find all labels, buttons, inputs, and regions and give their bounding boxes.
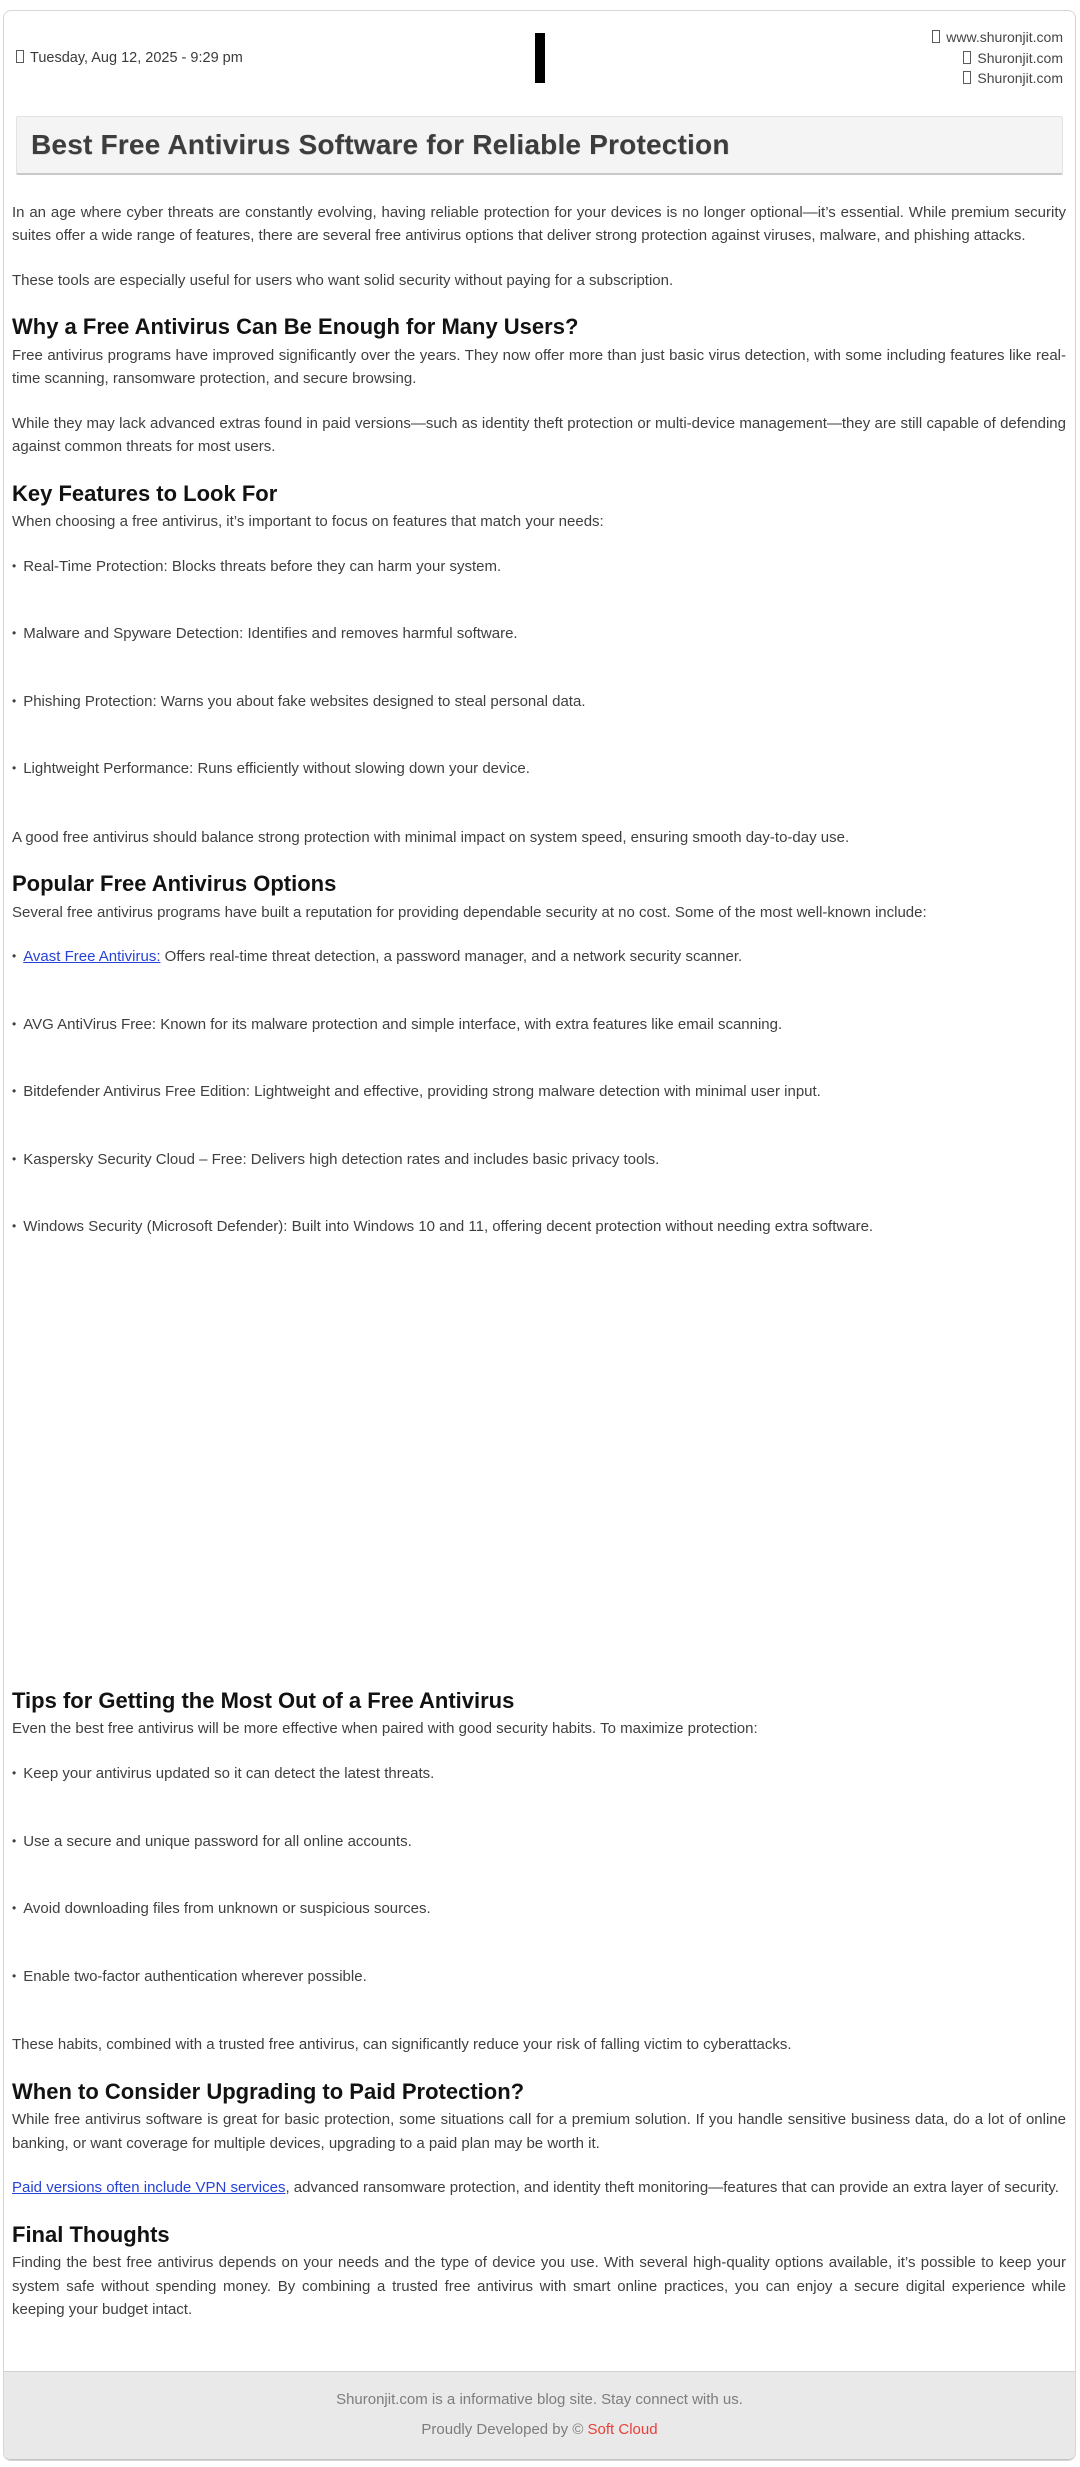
- list-item: [12, 758, 1066, 781]
- footer-credit: [14, 2419, 1065, 2440]
- paragraph-final: Finding the best free antivirus depends on your needs and the type of device you use. With several high-quality options available, it’s possible to keep your system safe without spending money. By combining a trusted free antivirus with smart online practices, you can enjoy a secure digital experience while keeping your budget intact.: [12, 2254, 1066, 2319]
- site-logo[interactable]: [535, 33, 545, 83]
- list-item-text: Use a secure and unique password for all online accounts.: [23, 1832, 412, 1850]
- popular-options-list: [12, 946, 1066, 1239]
- article-body: [4, 175, 1075, 2371]
- paragraph-tips-intro: Even the best free antivirus will be more effective when paired with good security habits. To maximize protection:: [12, 1720, 758, 1738]
- section-heading-tips: Tips for Getting the Most Out of a Free Antivirus: [12, 1687, 515, 1713]
- soft-cloud-link[interactable]: Soft Cloud: [587, 2420, 658, 2438]
- paragraph-upgrade-2: [12, 2176, 1066, 2200]
- list-item-text: Kaspersky Security Cloud – Free: Delivers high detection rates and includes basic privacy tools.: [23, 1150, 660, 1168]
- list-item: [12, 1014, 1066, 1037]
- site-footer: [4, 2371, 1075, 2460]
- list-item-text: Avoid downloading files from unknown or suspicious sources.: [23, 1900, 431, 1918]
- section-heading-why-free-antivirus: Why a Free Antivirus Can Be Enough for Many Users?: [12, 314, 579, 340]
- list-item-text: Enable two-factor authentication wherever possible.: [23, 1967, 367, 1985]
- section-heading-popular-options: Popular Free Antivirus Options: [12, 871, 337, 897]
- vpn-services-link[interactable]: Paid versions often include VPN services: [12, 2179, 286, 2197]
- list-item-text: Real-Time Protection: Blocks threats before they can harm your system.: [23, 557, 502, 575]
- section-heading-final-thoughts: Final Thoughts: [12, 2221, 170, 2247]
- list-item: [12, 1081, 1066, 1104]
- calendar-icon: [16, 50, 24, 63]
- email-contact-link[interactable]: [545, 48, 1064, 69]
- list-item-text: Bitdefender Antivirus Free Edition: Lightweight and effective, providing strong malware detection with minimal user input.: [23, 1083, 821, 1101]
- tips-list: [12, 1763, 1066, 1988]
- list-item: [12, 556, 1066, 579]
- paragraph-popular-intro: Several free antivirus programs have built a reputation for providing dependable security at no cost. Some of the most well-known include:: [12, 903, 927, 921]
- date-display: [16, 50, 535, 66]
- article-title-banner: [16, 116, 1063, 175]
- list-item: [12, 1763, 1066, 1786]
- list-item-text: Phishing Protection: Warns you about fake websites designed to steal personal data.: [23, 692, 586, 710]
- list-item-text: Windows Security (Microsoft Defender): Built into Windows 10 and 11, offering decent protection without needing extra software.: [23, 1218, 874, 1236]
- footer-tagline: Shuronjit.com is a informative blog site. Stay connect with us.: [336, 2390, 743, 2408]
- list-item: [12, 1149, 1066, 1172]
- site-header: [4, 11, 1075, 102]
- paragraph-key-features-outro: A good free antivirus should balance strong protection with minimal impact on system speed, ensuring smooth day-to-day use.: [12, 828, 850, 846]
- list-item-text: Malware and Spyware Detection: Identifies and removes harmful software.: [23, 625, 518, 643]
- avast-free-antivirus-link[interactable]: Avast Free Antivirus:: [23, 948, 161, 966]
- list-item: [12, 946, 1066, 969]
- paragraph-intro-1: In an age where cyber threats are constantly evolving, having reliable protection for your devices is no longer optional—it’s essential. While premium security suites offer a wide range of features, there are several free antivirus options that deliver strong protection against viruses, malware, and phishing attacks.: [12, 203, 1066, 245]
- paragraph-intro-2: These tools are especially useful for users who want solid security without paying for a subscription.: [12, 271, 674, 289]
- logo-bar-image: [535, 33, 545, 83]
- paragraph-upgrade-1: While free antivirus software is great for basic protection, some situations call for a premium solution. If you handle sensitive business data, do a lot of online banking, or want coverage for multiple devices, upgrading to a paid plan may be worth it.: [12, 2111, 1066, 2152]
- section-heading-key-features: Key Features to Look For: [12, 480, 278, 506]
- list-item: [12, 1831, 1066, 1854]
- phone-icon: [963, 71, 971, 84]
- mail-icon: [963, 51, 971, 64]
- list-item-text: Offers real-time threat detection, a password manager, and a network security scanner.: [160, 948, 743, 966]
- phone-contact-link[interactable]: [545, 68, 1064, 89]
- missing-image-placeholder: [12, 1284, 1066, 1669]
- key-features-list: [12, 556, 1066, 781]
- list-item: [12, 623, 1066, 646]
- email-contact-text: Shuronjit.com: [977, 49, 1063, 66]
- page-title: Best Free Antivirus Software for Reliable Protection: [31, 128, 730, 160]
- paragraph-why-2: While they may lack advanced extras found in paid versions—such as identity theft protection or multi-device management—they are still capable of defending against common threats for most users.: [12, 414, 1066, 456]
- paragraph-why-1: Free antivirus programs have improved significantly over the years. They now offer more than just basic virus detection, with some including features like real-time scanning, ransomware protection, and secure browsing.: [12, 346, 1066, 388]
- list-item-text: Lightweight Performance: Runs efficiently without slowing down your device.: [23, 760, 530, 778]
- footer-credit-text: Proudly Developed by ©: [421, 2420, 588, 2438]
- section-heading-upgrade: When to Consider Upgrading to Paid Protection?: [12, 2078, 525, 2104]
- list-item: [12, 1966, 1066, 1989]
- globe-icon: [932, 30, 940, 43]
- list-item-text: AVG AntiVirus Free: Known for its malware protection and simple interface, with extra features like email scanning.: [23, 1015, 783, 1033]
- website-url-link[interactable]: [545, 27, 1064, 48]
- phone-contact-text: Shuronjit.com: [977, 70, 1063, 86]
- website-url-text: www.shuronjit.com: [946, 29, 1063, 45]
- paragraph-tips-outro: These habits, combined with a trusted free antivirus, can significantly reduce your risk of falling victim to cyberattacks.: [12, 2036, 792, 2054]
- list-item-text: Keep your antivirus updated so it can detect the latest threats.: [23, 1765, 435, 1783]
- paragraph-upgrade-2-text: , advanced ransomware protection, and identity theft monitoring—features that can provide an extra layer of security.: [285, 2179, 1059, 2197]
- list-item: [12, 691, 1066, 714]
- list-item: [12, 1898, 1066, 1921]
- date-text: Tuesday, Aug 12, 2025 - 9:29 pm: [30, 49, 243, 66]
- article-card: [3, 10, 1076, 2461]
- list-item: [12, 1216, 1066, 1239]
- paragraph-key-features-intro: When choosing a free antivirus, it’s important to focus on features that match your needs:: [12, 513, 604, 531]
- header-contacts: [545, 27, 1064, 89]
